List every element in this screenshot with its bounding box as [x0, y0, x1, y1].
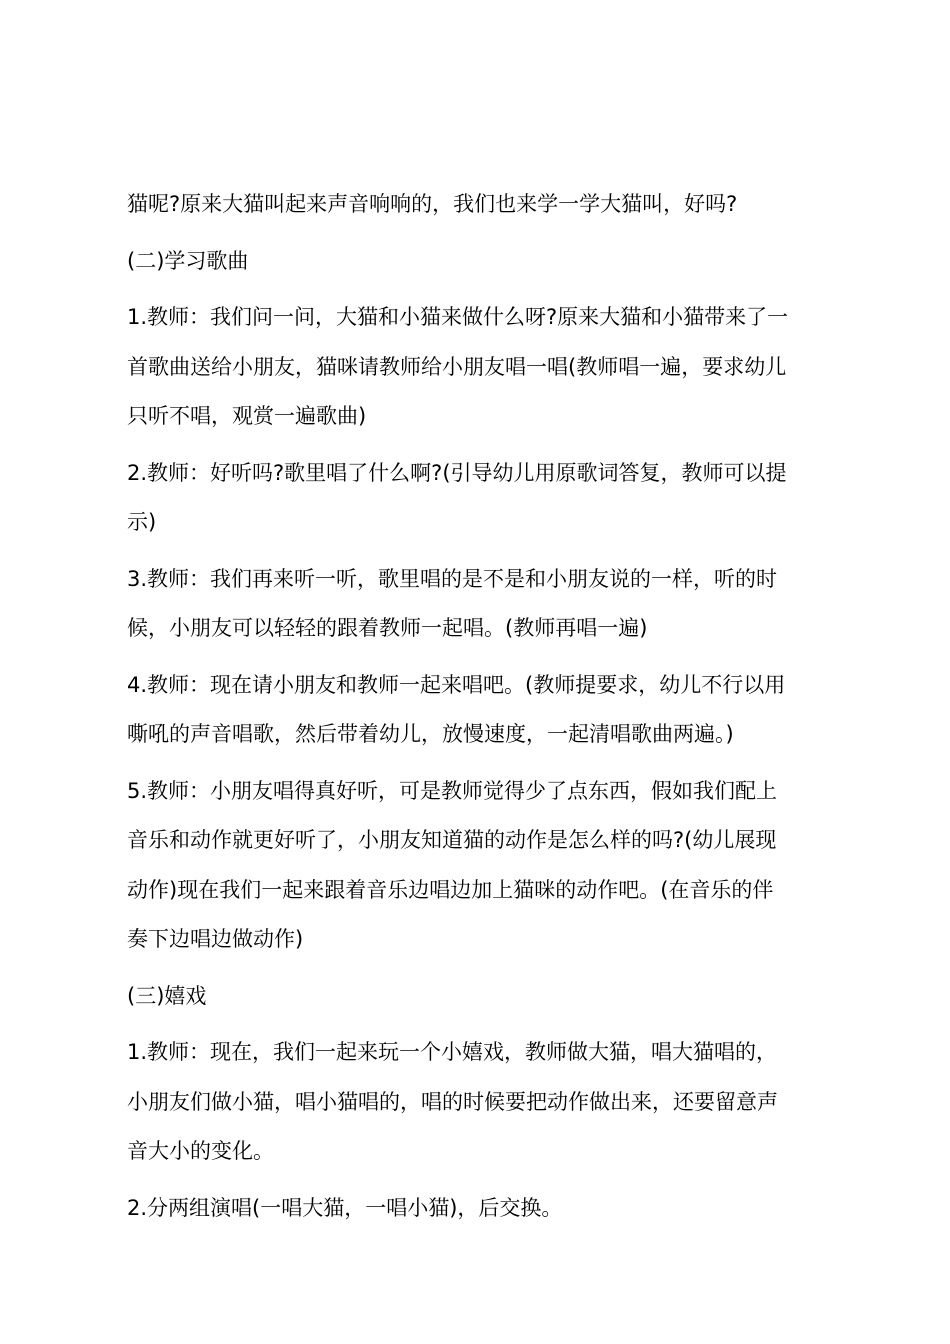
text-line: 动作)现在我们一起来跟着音乐边唱边加上猫咪的动作吧。(在音乐的伴	[127, 877, 774, 902]
text-line: 只听不唱，观赏一遍歌曲)	[127, 404, 367, 428]
section-heading-game	[127, 972, 837, 1022]
paragraph-step-2	[127, 449, 837, 548]
text-line: 小朋友们做小猫，唱小猫唱的，唱的时候要把动作做出来，还要留意声	[127, 1089, 778, 1114]
paragraph-cat-call	[127, 180, 837, 230]
text-line: 2.分两组演唱(一唱大猫，一唱小猫)，后交换。	[127, 1195, 563, 1220]
text-line: 嘶吼的声音唱歌，然后带着幼儿，放慢速度，一起清唱歌曲两遍。)	[127, 722, 734, 746]
text-line: 首歌曲送给小朋友，猫咪请教师给小朋友唱一唱(教师唱一遍，要求幼儿	[127, 354, 787, 379]
text-line: 示)	[127, 510, 157, 534]
text-line: 猫呢?原来大猫叫起来声音响响的，我们也来学一学大猫叫，好吗?	[127, 192, 738, 216]
paragraph-game-step-1	[127, 1028, 837, 1177]
paragraph-step-1	[127, 293, 837, 442]
text-line: (三)嬉戏	[127, 983, 207, 1008]
text-line: 奏下边唱边做动作)	[127, 927, 304, 951]
section-heading-learn-song	[127, 237, 837, 287]
paragraph-game-step-2	[127, 1184, 837, 1234]
document-page	[127, 180, 837, 1240]
paragraph-step-4	[127, 661, 837, 760]
paragraph-step-3	[127, 555, 837, 654]
paragraph-step-5	[127, 767, 837, 965]
text-line: 候，小朋友可以轻轻的跟着教师一起唱。(教师再唱一遍)	[127, 616, 648, 640]
text-line: 2.教师：好听吗?歌里唱了什么啊?(引导幼儿用原歌词答复，教师可以提	[127, 460, 787, 485]
text-line: 音大小的变化。	[127, 1139, 274, 1163]
text-line: 1.教师：我们问一问，大猫和小猫来做什么呀?原来大猫和小猫带来了一	[127, 305, 789, 329]
text-line: 1.教师：现在，我们一起来玩一个小嬉戏，教师做大猫，唱大猫唱的，	[127, 1040, 778, 1064]
text-line: 5.教师：小朋友唱得真好听，可是教师觉得少了点东西，假如我们配上	[127, 778, 778, 803]
text-line: (二)学习歌曲	[127, 248, 249, 273]
text-line: 3.教师：我们再来听一听，歌里唱的是不是和小朋友说的一样，听的时	[127, 566, 778, 591]
text-line: 4.教师：现在请小朋友和教师一起来唱吧。(教师提要求，幼儿不行以用	[127, 672, 786, 697]
text-line: 音乐和动作就更好听了，小朋友知道猫的动作是怎么样的吗?(幼儿展现	[127, 828, 777, 852]
